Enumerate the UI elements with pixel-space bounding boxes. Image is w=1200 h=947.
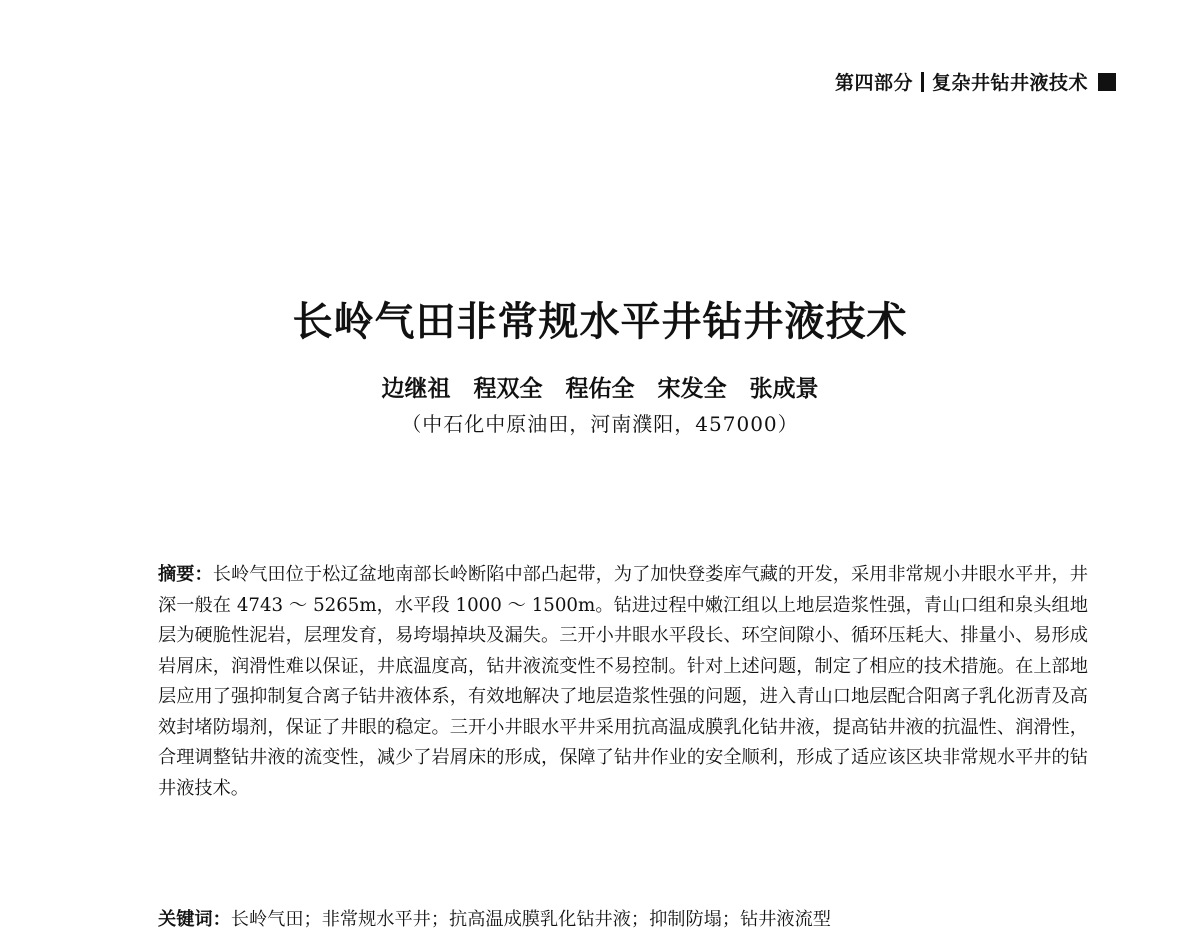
- affiliation: （中石化中原油田，河南濮阳，457000）: [401, 412, 799, 436]
- running-header: [835, 68, 1116, 95]
- abstract-text: 长岭气田位于松辽盆地南部长岭断陷中部凸起带，为了加快登娄库气藏的开发，采用非常规小井眼水平井，井深一般在 4743 ～ 5265m，水平段 1000 ～ 1500m。钻进过程中嫩江组以上地层造浆性强，青山口组和泉头组地层为硬脆性泥岩，层理发育，易垮塌掉块及漏失。三开小井眼水平段长、环空间隙小、循环压耗大、排量小、易形成岩屑床，润滑性难以保证，井底温度高，钻井液流变性不易控制。针对上述问题，制定了相应的技术措施。在上部地层应用了强抑制复合离子钻井液体系，有效地解决了地层造浆性强的问题，进入青山口地层配合阳离子乳化沥青及高效封堵防塌剂，保证了井眼的稳定。三开小井眼水平井采用抗高温成膜乳化钻井液，提高钻井液的抗温性、润滑性，合理调整钻井液的流变性，减少了岩屑床的形成，保障了钻井作业的安全顺利，形成了适应该区块非常规水平井的钻井液技术。: [158, 564, 1088, 799]
- abstract: [158, 560, 1088, 804]
- paper-title: 长岭气田非常规水平井钻井液技术: [292, 299, 908, 345]
- header-separator: [921, 72, 924, 92]
- black-square-icon: [1098, 73, 1116, 91]
- abstract-label: 摘要：: [158, 564, 213, 585]
- author-list: 边继祖 程双全 程佑全 宋发全 张成景: [381, 376, 819, 402]
- keywords: [158, 905, 1088, 935]
- keywords-label: 关键词：: [158, 909, 231, 930]
- keywords-text: 长岭气田；非常规水平井；抗高温成膜乳化钻井液；抑制防塌；钻井液流型: [230, 909, 831, 930]
- section-topic: 复杂井钻井液技术: [931, 72, 1088, 94]
- section-label: 第四部分: [834, 72, 913, 94]
